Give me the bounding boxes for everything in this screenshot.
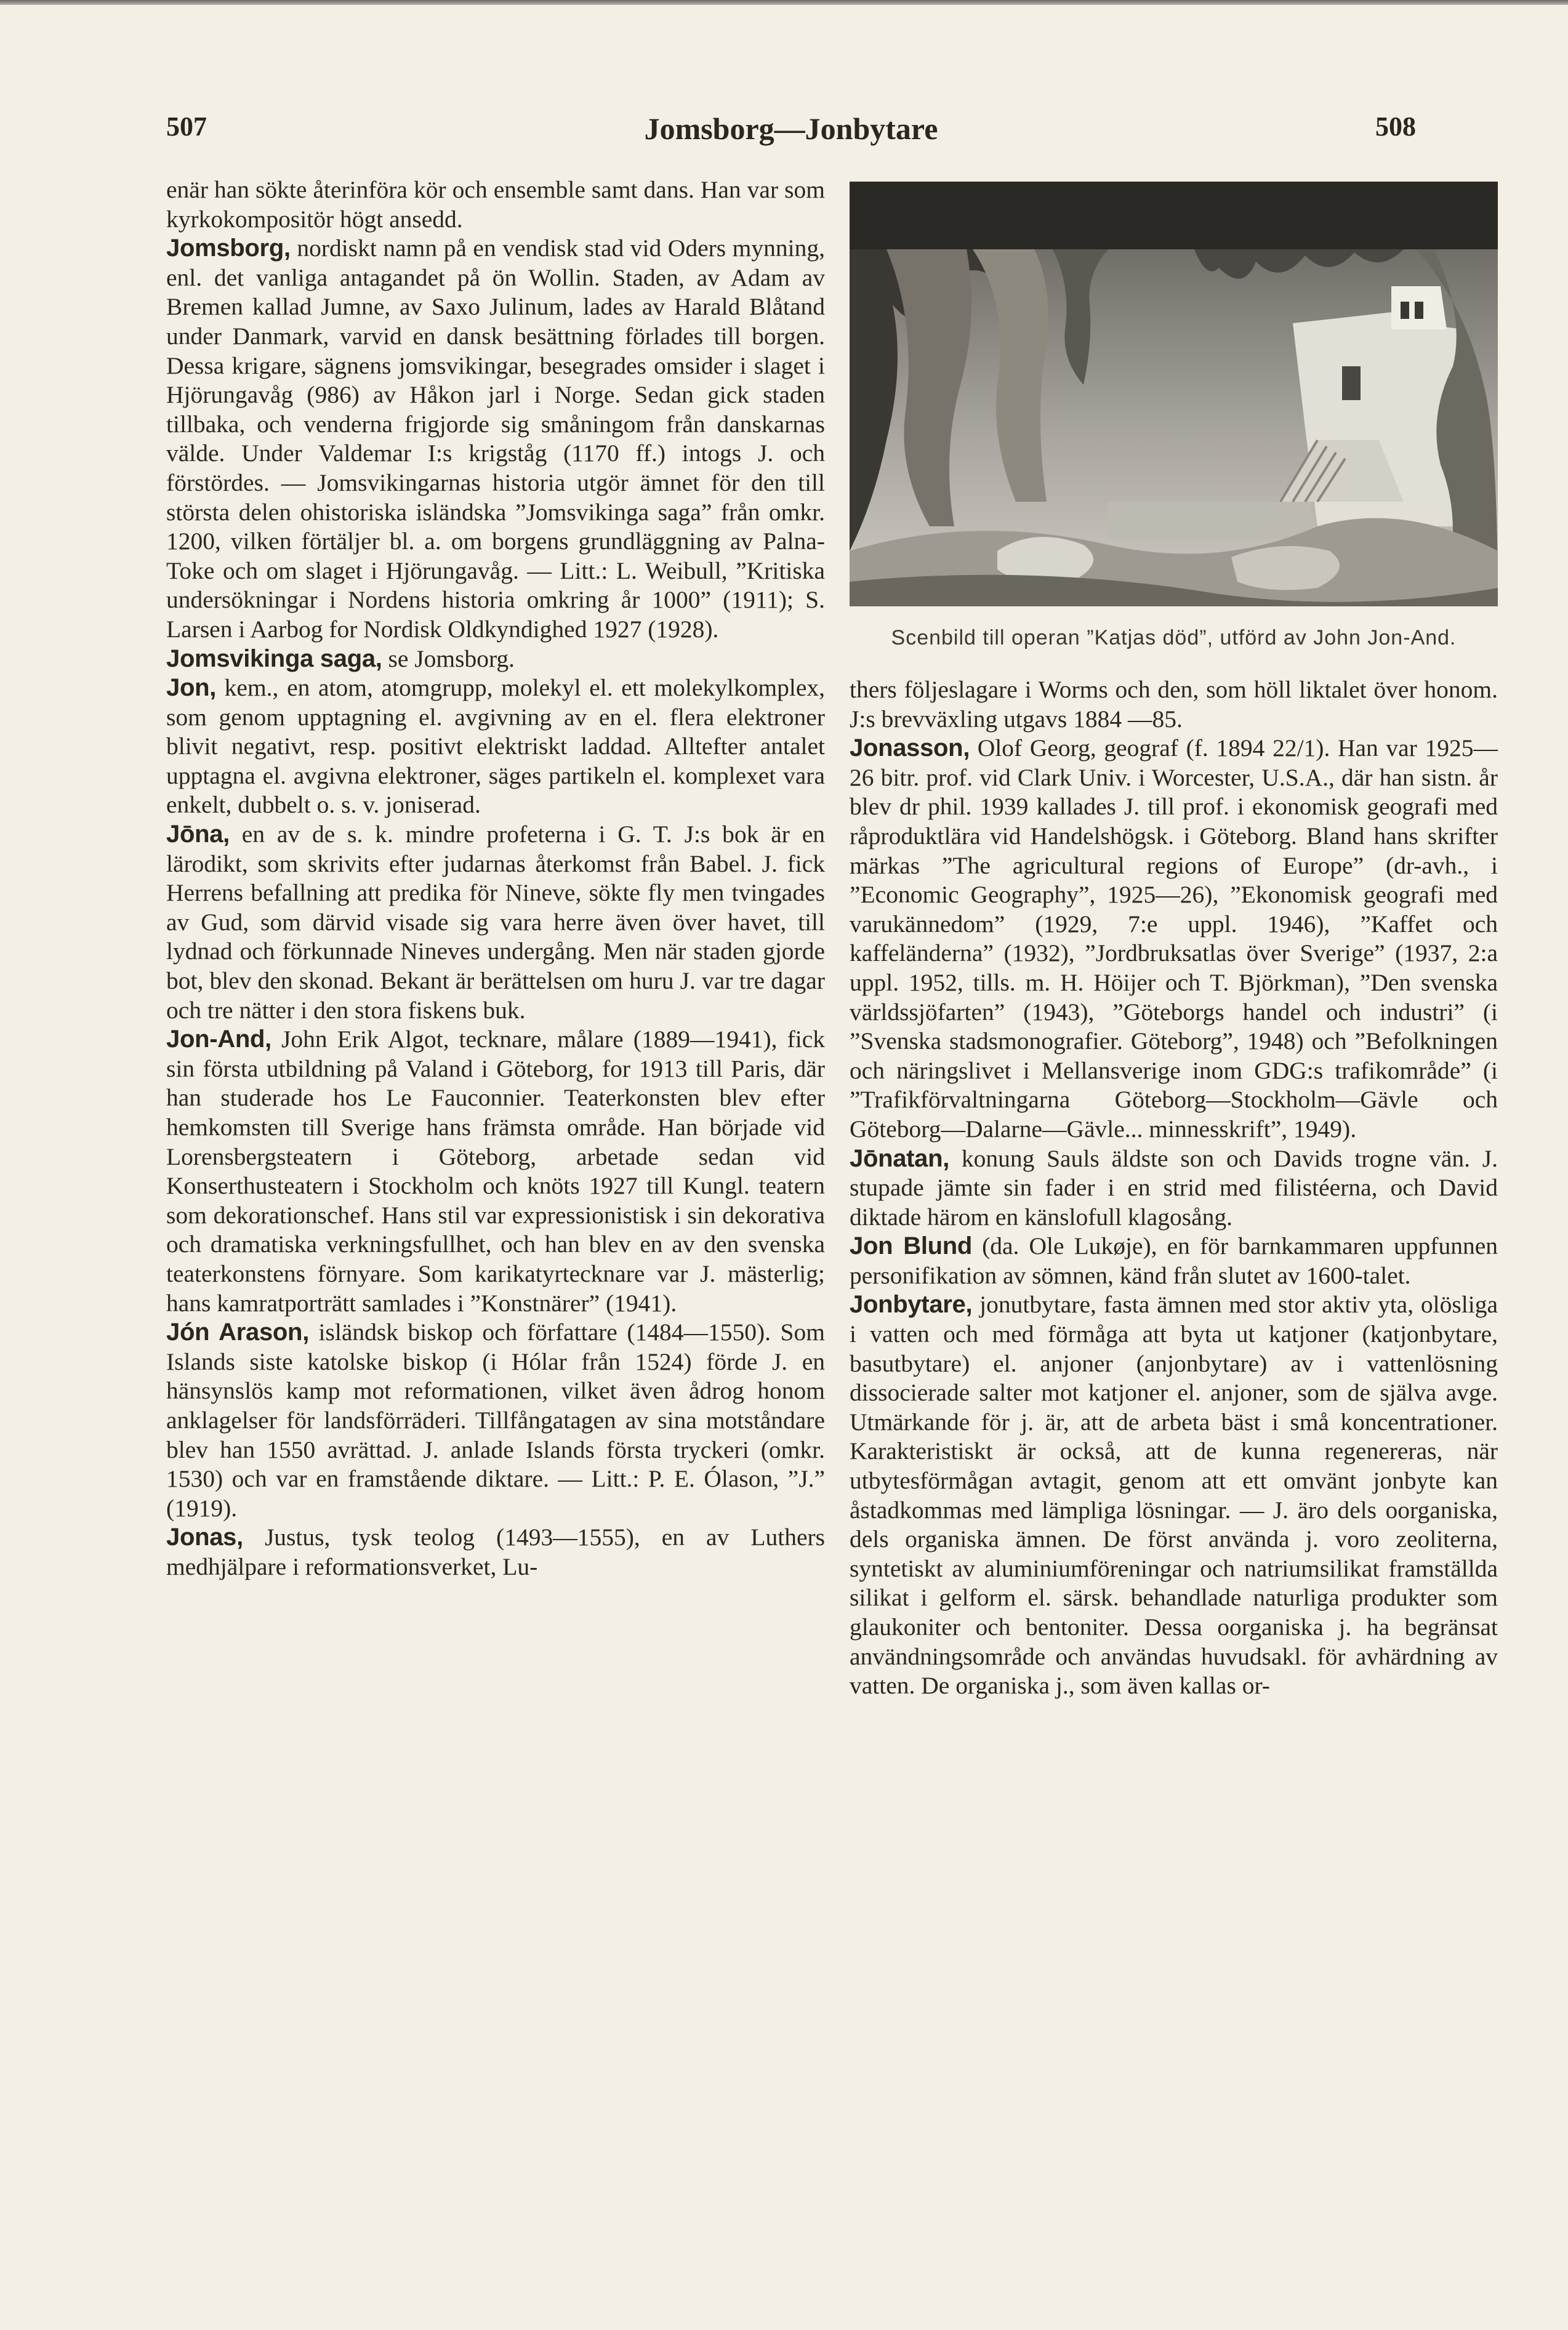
entry-text: nordiskt namn på en vendisk stad vid Oders mynning, enl. det vanliga antagandet på ön Wollin. Staden, av Adam av Bremen kallad Jumne, av Saxo Julinum, lades av Harald Blåtand under Danmark, varvid en dansk besättning förlades till borgen. Dessa krigare, sägnens jomsvikingar, besegrades omsider i slaget i Hjörungavåg (986) av Håkon jarl i Norge. Sedan gick staden tillbaka, och venderna frigjorde sig småningom från danskarnas välde. Under Valdemar I:s krigståg (1170 ff.) intogs J. och förstördes. — Jomsvikingarnas historia utgör ämnet för den till största delen ohistoriska isländska ”Jomsvikinga saga” från omkr. 1200, vilken förtäljer bl. a. om borgens grundläggning av Palna-Toke och om slaget i Hjörungavåg. — Litt.: L. Weibull, ”Kritiska undersökningar i Nordens historia omkring år 1000” (1911); S. Larsen i Aarbog for Nordisk Oldkyndighed 1927 (1928). xyxy=(166,235,825,643)
dictionary-entry xyxy=(850,734,1498,1144)
entry-text: (da. Ole Lukøje), en för barnkammaren uppfunnen personifikation av sömnen, känd från slutet av 1600-talet. xyxy=(850,1232,1498,1289)
entry-text: en av de s. k. mindre profeterna i G. T. J:s bok är en lärodikt, som skrivits efter judarnas återkomst från Babel. J. fick Herrens befallning att predika för Nineve, sökte fly men tvingades av Gud, som därvid visade sig vara herre även över havet, till lydnad och förkunnade Nineves undergång. Men när staden gjorde bot, blev den skonad. Bekant är berättelsen om huru J. var tre dagar och tre nätter i den stora fiskens buk. xyxy=(166,821,825,1024)
entry-headword: Jōnatan, xyxy=(850,1144,950,1172)
entry-text: John Erik Algot, tecknare, målare (1889—1941), fick sin första utbildning på Valand i Göteborg, for 1913 till Paris, där han studerade hos Le Fauconnier. Teaterkonsten blev efter hemkomsten till Sverige hans främsta område. Han började vid Lorensbergsteatern i Göteborg, arbetade sedan vid Konserthusteatern i Stockholm och knöts 1927 till Kungl. teatern som dekorationschef. Hans stil var expressionistisk i sin dekorativa och dramatiska verkningsfullhet, och han blev en av den svenska teaterkonstens förnyare. Som karikatyrtecknare var J. mästerlig; hans kamratporträtt samlades i ”Konstnärer” (1941). xyxy=(166,1026,825,1317)
dictionary-entry xyxy=(166,673,825,820)
left-column xyxy=(166,175,825,1582)
figure-caption: Scenbild till operan ”Katjas död”, utförd av John Jon-And. xyxy=(891,626,1457,649)
entry-text: se Jomsborg. xyxy=(382,645,515,672)
entry-headword: Jomsborg, xyxy=(166,235,291,262)
continued-text xyxy=(166,175,825,234)
entry-headword: Jon-And, xyxy=(166,1026,271,1053)
dictionary-entry xyxy=(166,234,825,644)
figure xyxy=(850,182,1498,651)
entry-headword: Jon, xyxy=(166,674,217,702)
page-header xyxy=(166,111,1416,172)
entry-text: Justus, tysk teolog (1493—1555), en av Luthers medhjälpare i reformationsverket, Lu- xyxy=(166,1524,825,1580)
dictionary-entry xyxy=(166,1318,825,1523)
page-number-left: 507 xyxy=(166,111,207,142)
dictionary-entry xyxy=(850,1232,1498,1290)
entry-headword: Jonasson, xyxy=(850,734,970,762)
entry-headword: Jonbytare, xyxy=(850,1291,973,1319)
page-top-edge xyxy=(0,0,1568,5)
dictionary-entry xyxy=(850,1144,1498,1232)
right-column-text xyxy=(850,675,1498,1701)
entry-text: enär han sökte återinföra kör och ensemble samt dans. Han var som kyrkokompositör högt ansedd. xyxy=(166,176,825,233)
dictionary-entry xyxy=(166,1025,825,1318)
entry-text: kem., en atom, atomgrupp, molekyl el. ett molekylkomplex, som genom upptagning el. avgivning av en el. flera elektroner blivit negativt, resp. positivt elektriskt laddad. Alltefter antalet upptagna el. avgivna elektroner, säges partikeln el. komplexet vara enkelt, dubbelt o. s. v. joniserad. xyxy=(166,674,825,819)
dictionary-entry xyxy=(850,1290,1498,1700)
right-column xyxy=(850,175,1498,1701)
entry-text: Olof Georg, geograf (f. 1894 22/1). Han var 1925—26 bitr. prof. vid Clark Univ. i Worcester, U.S.A., där han sistn. år blev dr phil. 1939 kallades J. till prof. i ekonomisk geografi med råproduktlära vid Handelshögsk. i Göteborg. Bland hans skrifter märkas ”The agricultural regions of Europe” (dr-avh., i ”Economic Geography”, 1925—26), ”Ekonomisk geografi med varukännedom” (1929, 7:e uppl. 1946), ”Kaffet och kaffeländerna” (1932), ”Jordbruksatlas över Sverige” (1937, 2:a uppl. 1952, tills. m. H. Höijer och T. Björkman), ”Den svenska världssjöfarten” (1943), ”Göteborgs handel och industri” (i ”Svenska stadsmonografier. Göteborg”, 1948) och ”Befolkningen och näringslivet i Mellansverige inom GDG:s trafikområde” (i ”Trafikförvaltningarna Göteborg—Stockholm—Gävle och Göteborg—Dalarne—Gävle... minnesskrift”, 1949). xyxy=(850,734,1498,1143)
dictionary-entry xyxy=(166,1523,825,1581)
entry-text: thers följeslagare i Worms och den, som höll liktalet över honom. J:s brevväxling utgavs 1884 —85. xyxy=(850,676,1498,733)
entry-headword: Jonas, xyxy=(166,1524,243,1551)
entry-headword: Jomsvikinga saga, xyxy=(166,645,382,672)
running-head: Jomsborg—Jonbytare xyxy=(644,111,938,146)
dictionary-entry xyxy=(166,645,825,674)
entry-text: konung Sauls äldste son och Davids trogne vän. J. stupade jämte sin fader i en strid med filistéerna, och David diktade härom en känslofull klagosång. xyxy=(850,1144,1498,1231)
page-number-right: 508 xyxy=(1375,111,1416,142)
stage-set-illustration xyxy=(850,182,1498,606)
entry-text: jonutbytare, fasta ämnen med stor aktiv yta, olösliga i vatten och med förmåga att byta ut katjoner (katjonbytare, basutbytare) el. anjoner (anjonbytare) av i vattenlösning dissocierade salter mot katjoner el. anjoner, som de själva avge. Utmärkande för j. är, att de arbeta bäst i små koncentrationer. Karakteristiskt är också, att de kunna regenereras, när utbytesförmågan avtagit, genom att ett omvänt jonbyte kan åstadkommas med lämpliga lösningar. — J. äro dels oorganiska, dels organiska ämnen. De först använda j. voro zeoliterna, syntetiskt av aluminiumföreningar och natriumsilikat framställda silikat i gelform el. särsk. behandlade naturliga produkter som glaukoniter och bentoniter. Dessa oorganiska j. ha begränsat användningsområde och användas huvudsakl. för avhärdning av vatten. De organiska j., som även kallas or- xyxy=(850,1291,1498,1700)
continued-text xyxy=(850,675,1498,734)
entry-headword: Jōna, xyxy=(166,821,230,848)
entry-headword: Jon Blund xyxy=(850,1232,973,1260)
entry-text: isländsk biskop och författare (1484—1550). Som Islands siste katolske biskop (i Hólar från 1524) förde J. en hänsynslös kamp mot reformationen, vilket även ådrog honom anklagelser för landsförräderi. Tillfångatagen av sina motståndare blev han 1550 avrättad. J. anlade Islands första tryckeri (omkr. 1530) och var en framstående diktare. — Litt.: P. E. Ólason, ”J.” (1919). xyxy=(166,1319,825,1522)
dictionary-entry xyxy=(166,820,825,1025)
entry-headword: Jón Arason, xyxy=(166,1319,310,1346)
